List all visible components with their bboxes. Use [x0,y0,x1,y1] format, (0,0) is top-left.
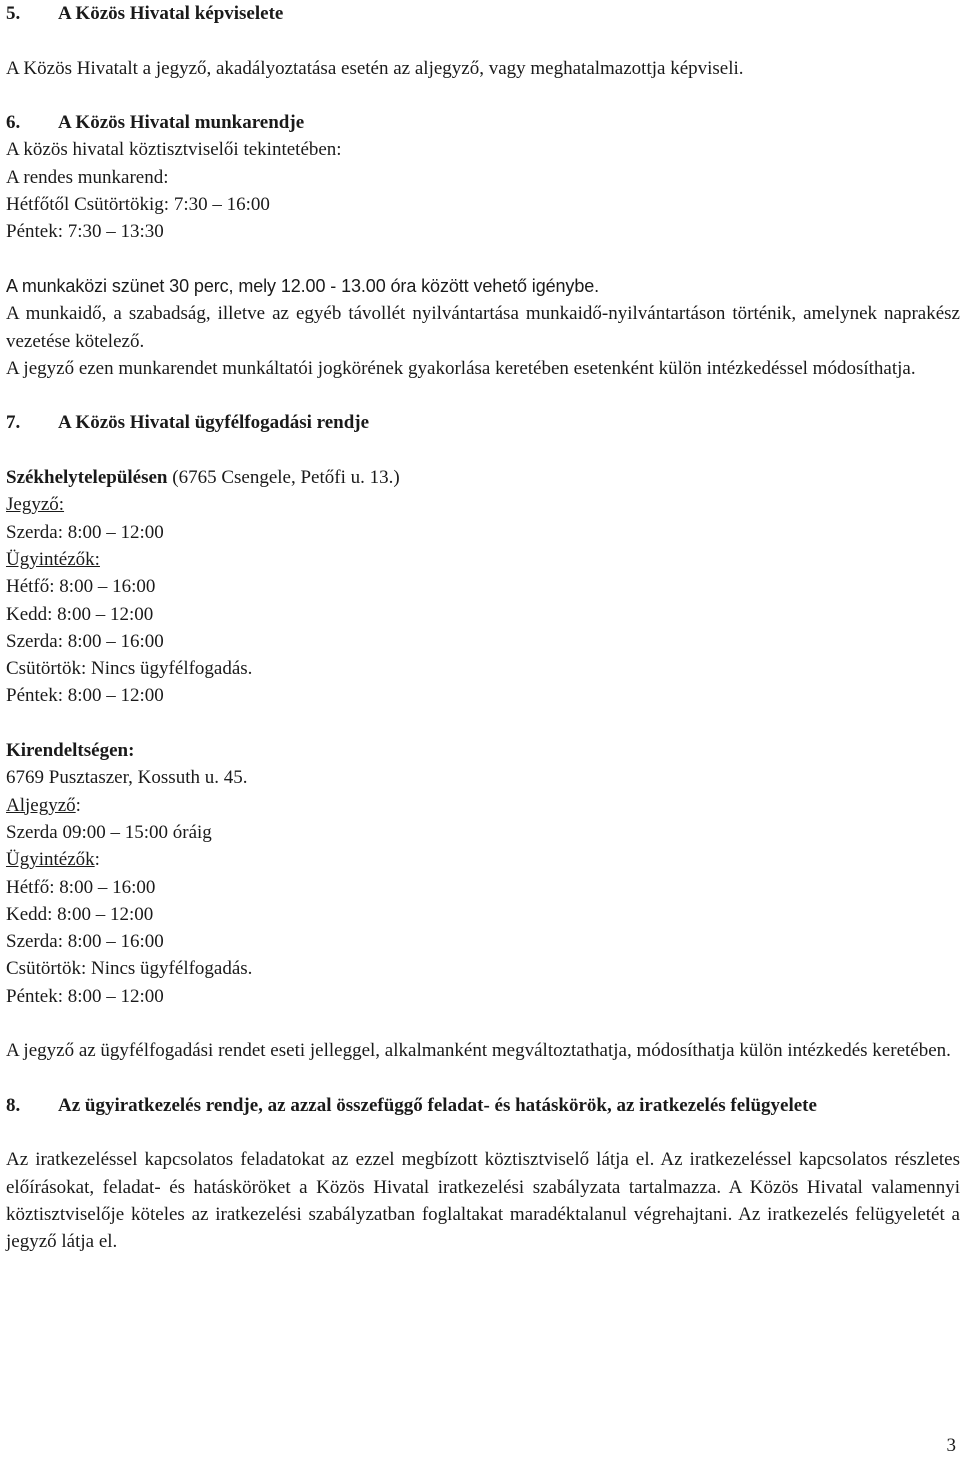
text-line: A közös hivatal köztisztviselői tekintetében: [6,139,342,161]
clerks-line [6,546,960,573]
text-line: Hétfőtől Csütörtökig: 7:30 – 16:00 [6,194,270,216]
branch-address: 6769 Pusztaszer, Kossuth u. 45. [6,767,248,789]
paragraph: A jegyző ezen munkarendet munkáltatói jogkörének gyakorlása keretében esetenként külön intézkedéssel módosíthatja. [6,357,916,379]
hours-line: Kedd: 8:00 – 12:00 [6,903,154,925]
hours-line: Szerda 09:00 – 15:00 óráig [6,821,212,843]
section-number: 8. [6,1094,21,1116]
clerks-label: Ügyintézők [6,849,95,871]
section-title: A Közös Hivatal munkarendje [58,112,305,134]
paragraph: A jegyző az ügyfélfogadási rendet eseti jelleggel, alkalmanként megváltoztathatja, módosíthatja külön intézkedés keretében. [6,1040,951,1062]
clerks-label: Ügyintézők: [6,548,100,570]
hours-line: Hétfő: 8:00 – 16:00 [6,876,156,898]
document-page [6,0,960,1256]
section-6-heading [6,109,960,136]
section-8-heading [6,1092,960,1119]
colon: : [94,849,100,871]
text-line: Péntek: 7:30 – 13:30 [6,221,164,243]
section-5-text: A Közös Hivatalt a jegyző, akadályoztatása esetén az aljegyző, vagy meghatalmazottja képviseli. [6,57,744,79]
section-number: 6. [6,112,21,134]
clerks-line [6,846,960,873]
official-line [6,792,960,819]
colon: : [75,794,81,816]
seat-line [6,464,960,491]
hours-line: Péntek: 8:00 – 12:00 [6,685,164,707]
text-line: A rendes munkarend: [6,166,169,188]
hours-line: Hétfő: 8:00 – 16:00 [6,576,156,598]
paragraph: A munkaidő, a szabadság, illetve az egyéb távollét nyilvántartása munkaidő-nyilvántartáson történik, amelynek naprakész vezetése kötelező. [6,303,960,352]
paragraph: Az iratkezeléssel kapcsolatos feladatokat az ezzel megbízott köztisztviselő látja el. Az iratkezeléssel kapcsolatos részletes előírásokat, feladat- és hatásköröket a Közös Hivatal iratkezelési szabályzata tartalmazza. A Közös Hivatal valamennyi köztisztviselője köteles az iratkezelési szabályzatban foglaltakat maradéktalanul végrehajtani. Az iratkezelés felügyeletét a jegyző látja el. [6,1149,960,1253]
section-number: 7. [6,412,21,434]
official-label: Aljegyző [6,794,76,816]
official-line [6,491,960,518]
official-label: Jegyző: [6,494,65,516]
hours-line: Szerda: 8:00 – 12:00 [6,521,164,543]
section-title: A Közös Hivatal képviselete [58,3,284,24]
break-time-line: A munkaközi szünet 30 perc, mely 12.00 - 13.00 óra között vehető igénybe. [6,275,600,296]
section-title: A Közös Hivatal ügyfélfogadási rendje [58,412,370,434]
seat-label: Székhelytelepülésen [6,467,168,489]
hours-line: Kedd: 8:00 – 12:00 [6,603,154,625]
hours-line: Szerda: 8:00 – 16:00 [6,931,164,953]
page-number: 3 [946,1435,956,1456]
section-title: Az ügyiratkezelés rendje, az azzal összefüggő feladat- és hatáskörök, az iratkezelés felügyelete [58,1094,817,1116]
section-number: 5. [6,3,21,24]
hours-line: Szerda: 8:00 – 16:00 [6,630,164,652]
branch-label: Kirendeltségen: [6,740,135,762]
seat-address: (6765 Csengele, Petőfi u. 13.) [167,467,400,489]
hours-line: Csütörtök: Nincs ügyfélfogadás. [6,958,253,980]
section-7-heading [6,409,960,436]
section-5-heading [6,0,960,27]
hours-line: Péntek: 8:00 – 12:00 [6,985,164,1007]
hours-line: Csütörtök: Nincs ügyfélfogadás. [6,658,253,680]
